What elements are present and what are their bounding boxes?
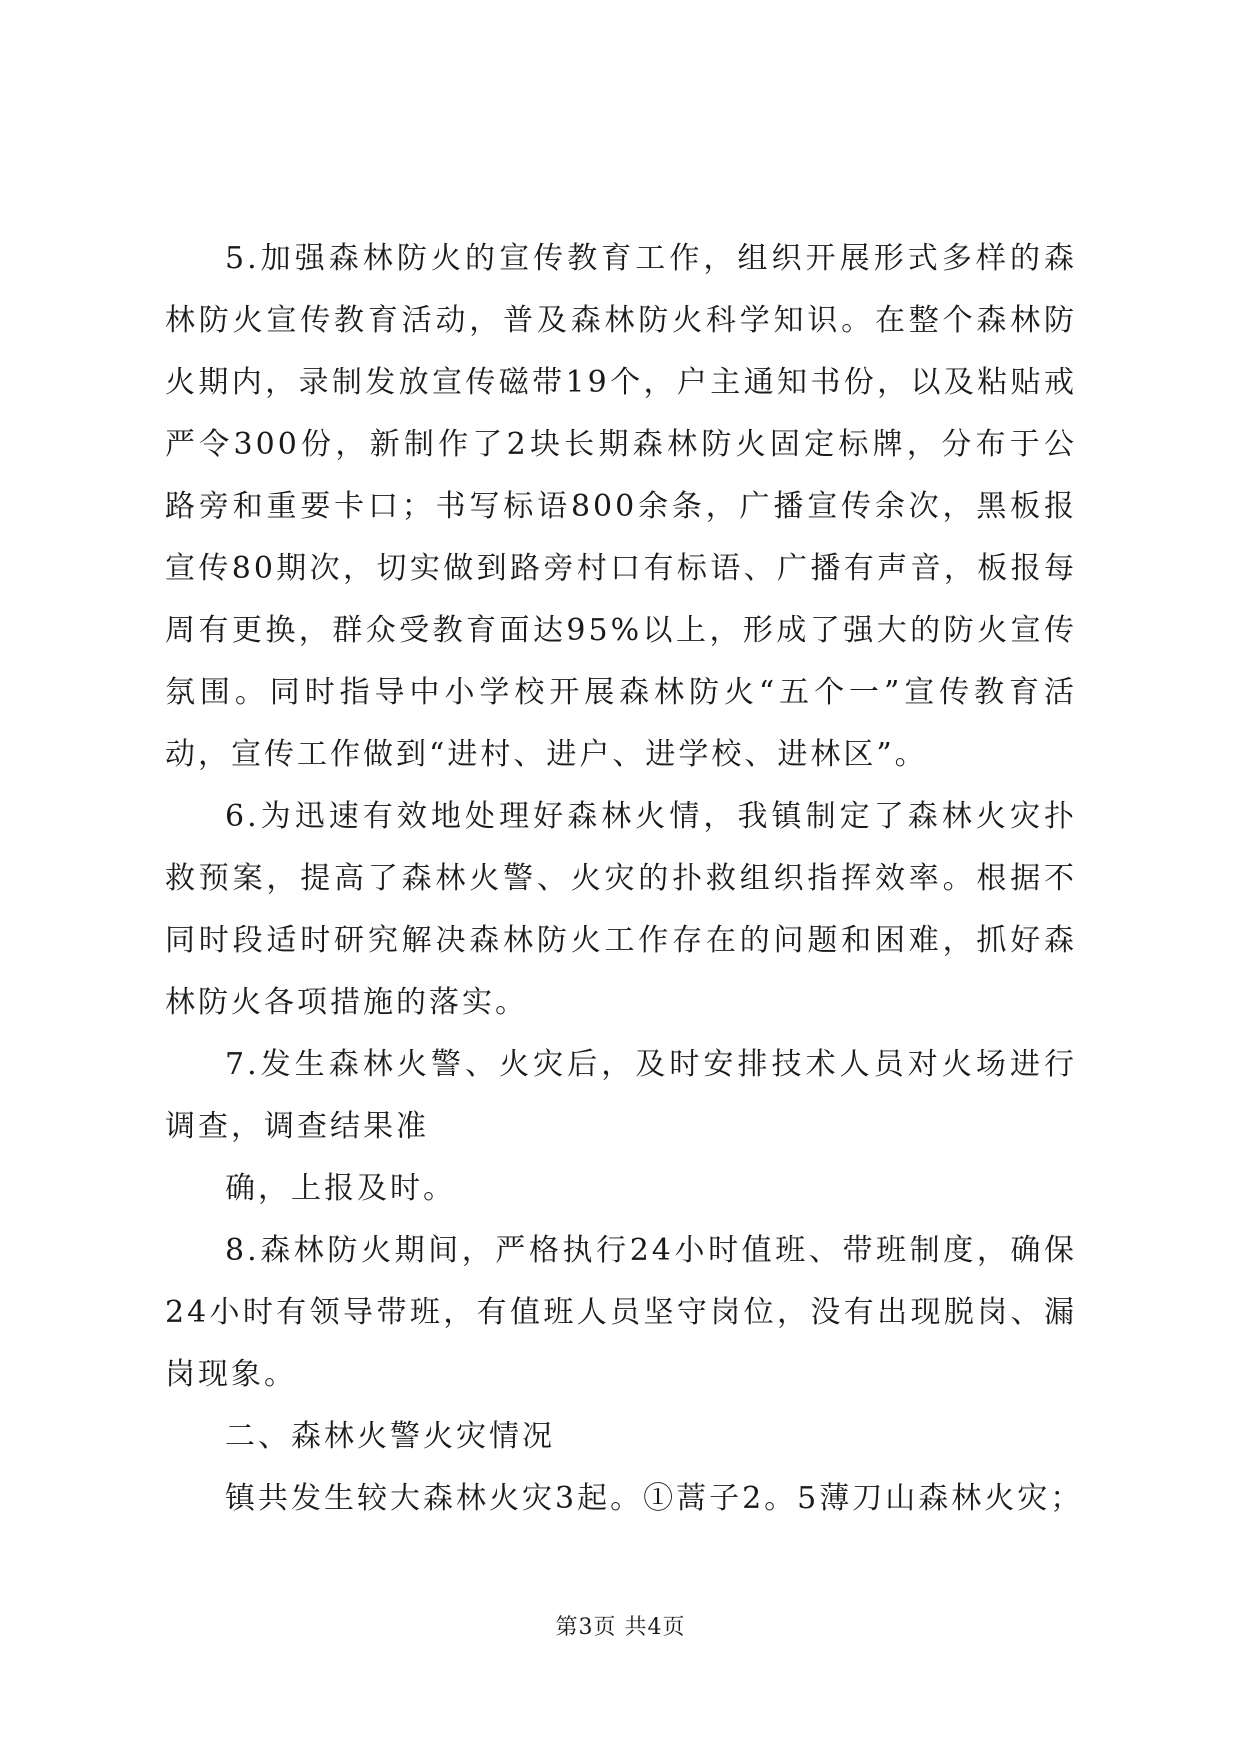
paragraph-fire-count: 镇共发生较大森林火灾3起。①蒿子2。5薄刀山森林火灾； <box>225 1481 1084 1516</box>
page-number-footer: 第3页 共4页 <box>555 1615 686 1640</box>
paragraph-duty-shift: 8.森林防火期间，严格执行24小时值班、带班制度，确保24小时有领导带班，有值班人员坚守岗位，没有出现脱岗、漏岗现象。 <box>165 1233 1077 1392</box>
paragraph-publicity: 5.加强森林防火的宣传教育工作，组织开展形式多样的森林防火宣传教育活动，普及森林防火科学知识。在整个森林防火期内，录制发放宣传磁带19个，户主通知书份，以及粘贴戒严令300份，新制作了2块长期森林防火固定标牌，分布于公路旁和重要卡口；书写标语800余条，广播宣传余次，黑板报宣传80期次，切实做到路旁村口有标语、广播有声音，板报每周有更换，群众受教育面达95%以上，形成了强大的防火宣传氛围。同时指导中小学校开展森林防火“五个一”宣传教育活动，宣传工作做到“进村、进户、进学校、进林区”。 <box>165 241 1077 772</box>
document-body <box>165 228 1084 1530</box>
paragraph-investigation: 7.发生森林火警、火灾后，及时安排技术人员对火场进行调查，调查结果准 <box>165 1047 1077 1144</box>
paragraph-response-plan: 6.为迅速有效地处理好森林火情，我镇制定了森林火灾扑救预案，提高了森林火警、火灾的扑救组织指挥效率。根据不同时段适时研究解决森林防火工作存在的问题和困难，抓好森林防火各项措施的落实。 <box>165 799 1077 1020</box>
paragraph-investigation-continued: 确，上报及时。 <box>225 1171 456 1206</box>
section-heading-fire-situation: 二、森林火警火灾情况 <box>225 1419 555 1454</box>
